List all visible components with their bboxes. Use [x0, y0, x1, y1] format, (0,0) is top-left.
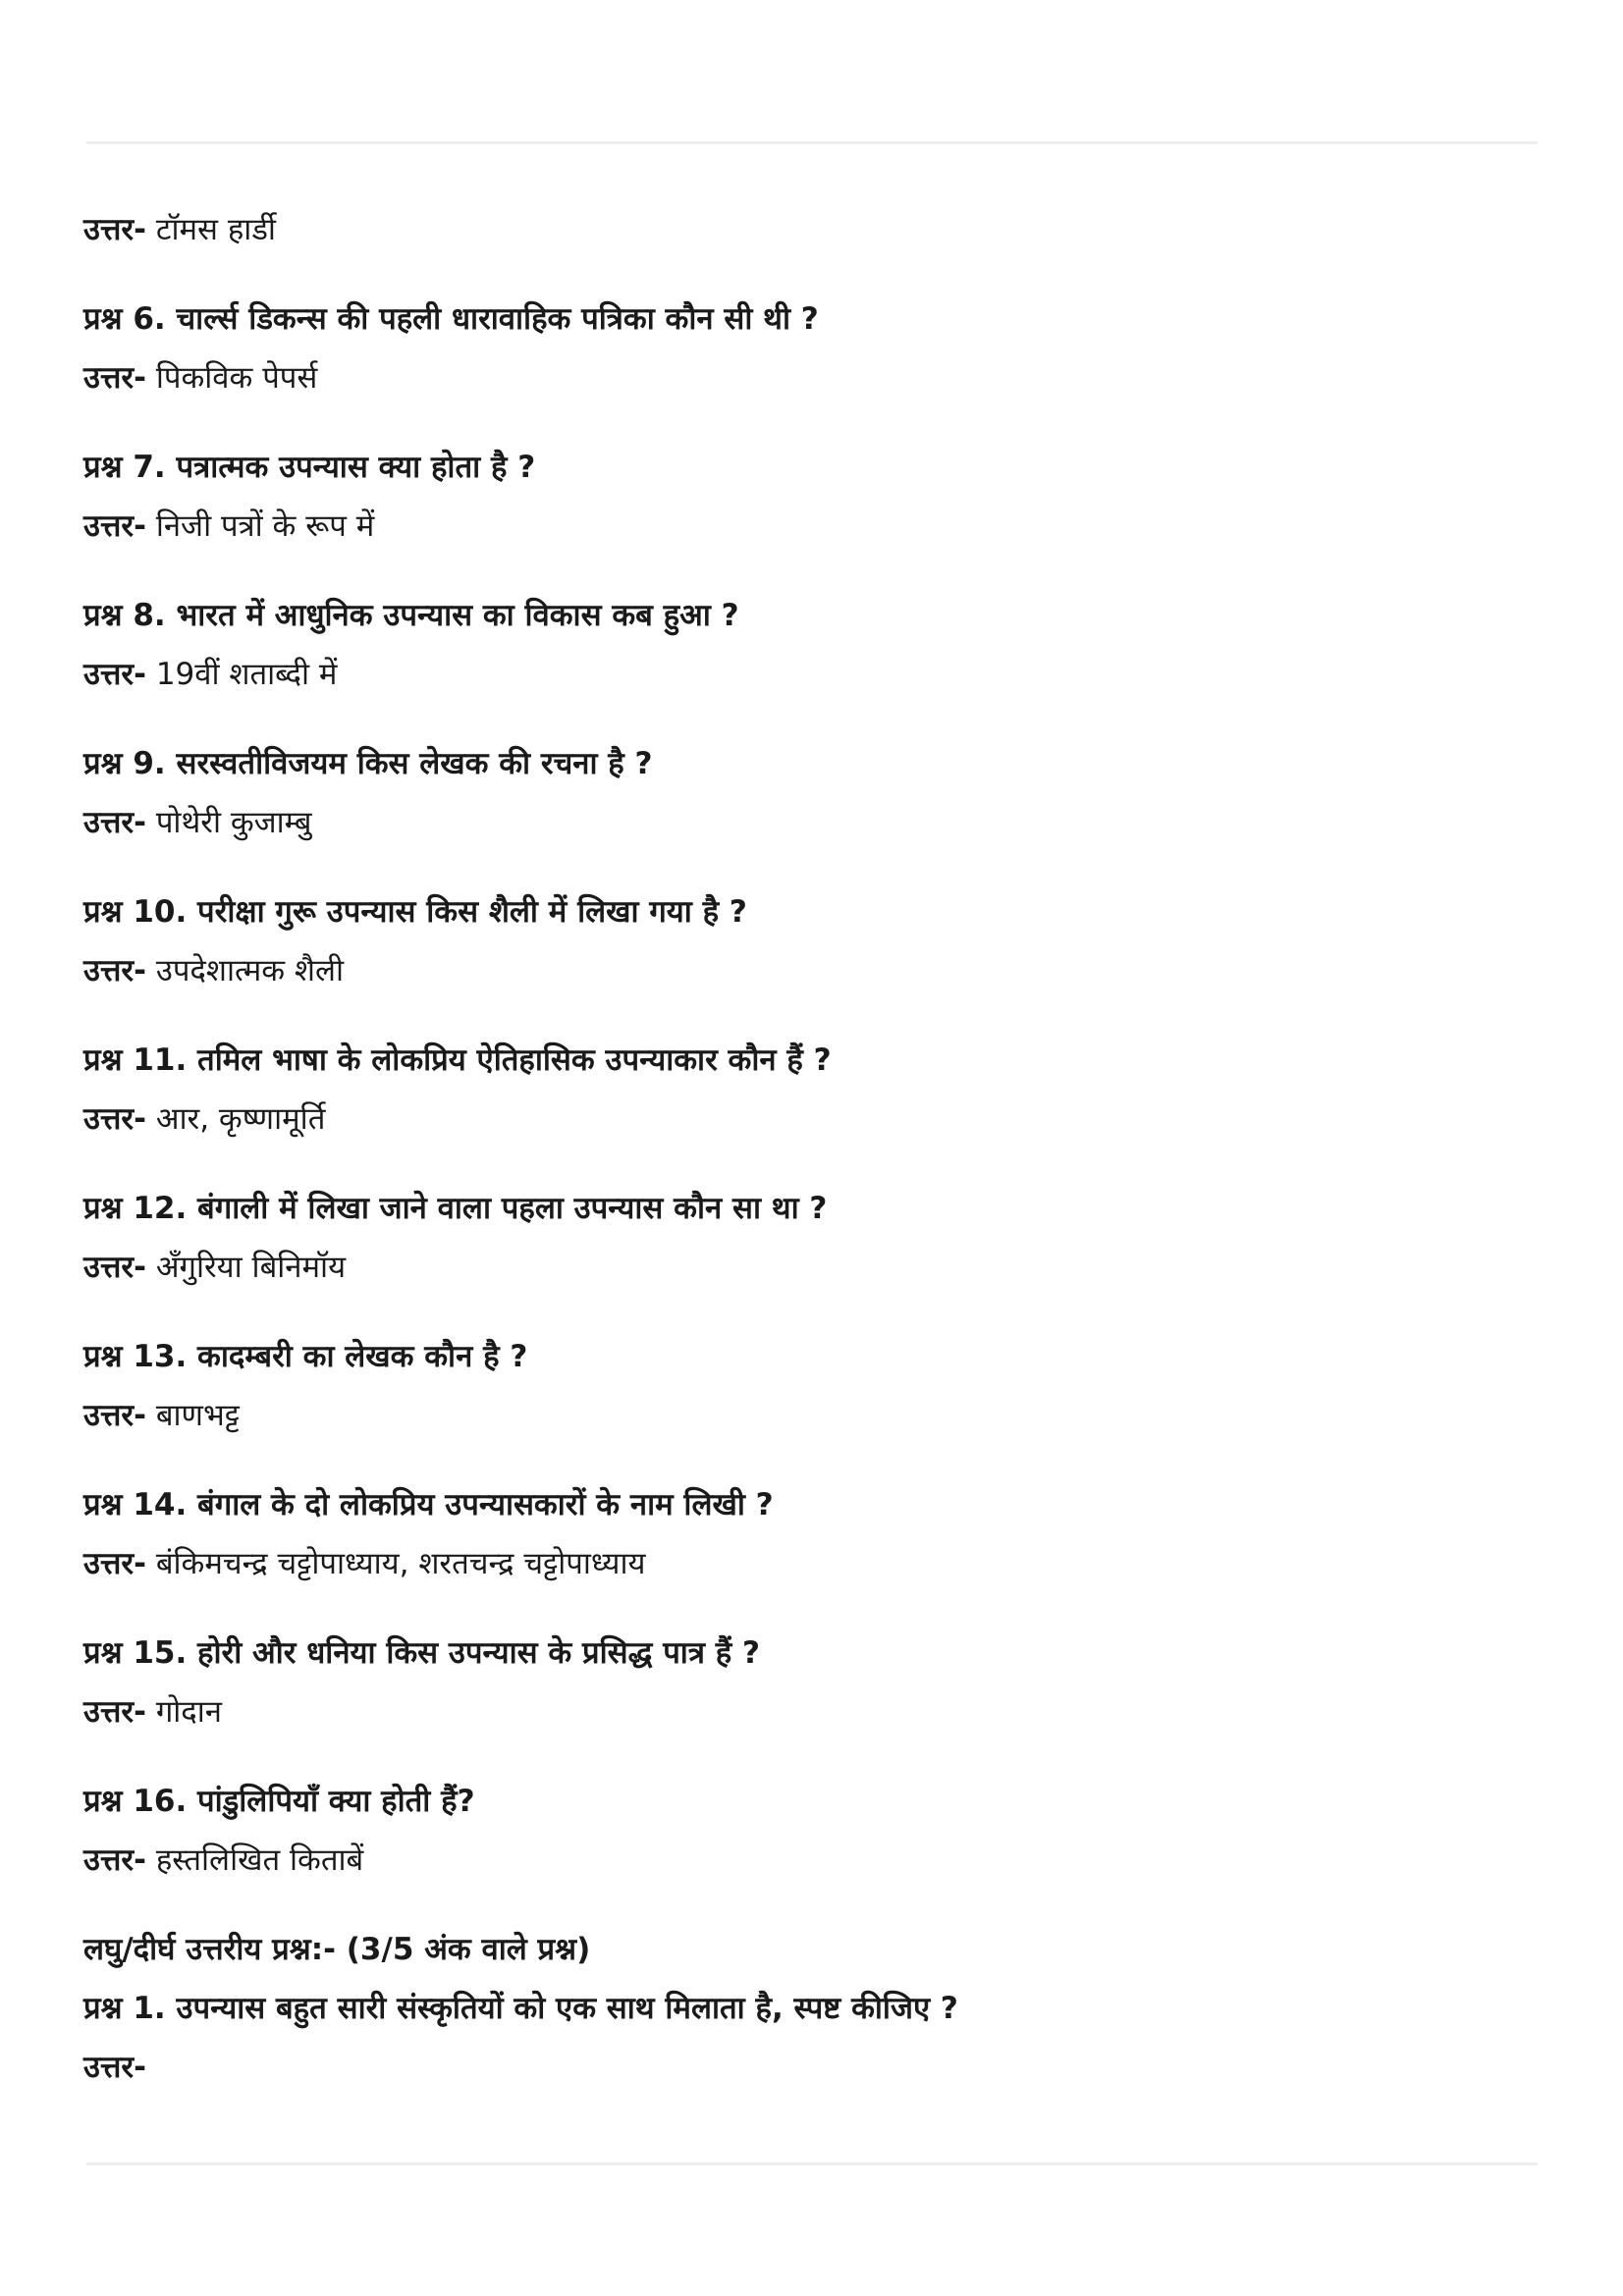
answer-label: उत्तर-	[83, 1546, 146, 1581]
question-10: प्रश्न 10. परीक्षा गुरू उपन्यास किस शैली में लिखा गया है ?	[83, 894, 747, 930]
answer-text: पिकविक पेपर्स	[155, 360, 318, 396]
answer-label: उत्तर-	[83, 1398, 146, 1433]
question-11: प्रश्न 11. तमिल भाषा के लोकप्रिय ऐतिहासिक उपन्याकार कौन हैं ?	[83, 1042, 832, 1078]
answer-line	[83, 803, 311, 842]
question-13: प्रश्न 13. कादम्बरी का लेखक कौन है ?	[83, 1339, 528, 1374]
answer-label: उत्तर-	[83, 2050, 146, 2085]
answer-label: उत्तर-	[83, 1250, 146, 1285]
answer-line	[83, 1248, 346, 1287]
answer-line	[83, 1841, 363, 1880]
answer-text: पोथेरी कुजाम्बु	[155, 805, 312, 840]
answer-line	[83, 2048, 146, 2087]
answer-label: उत्तर-	[83, 953, 146, 988]
top-divider	[86, 141, 1538, 144]
bottom-divider	[86, 2163, 1538, 2165]
answer-text: बाणभट्ट	[155, 1398, 240, 1433]
answer-line	[83, 1544, 646, 1583]
answer-line	[83, 1692, 222, 1732]
answer-label: उत्तर-	[83, 1101, 146, 1137]
answer-label: उत्तर-	[83, 508, 146, 544]
question-16: प्रश्न 16. पांडुलिपियाँ क्या होती हैं?	[83, 1784, 475, 1819]
answer-label: उत्तर-	[83, 360, 146, 396]
answer-text: आर, कृष्णामूर्ति	[155, 1101, 326, 1137]
question-7: प्रश्न 7. पत्रात्मक उपन्यास क्या होता है ?	[83, 450, 536, 485]
answer-line	[83, 358, 317, 398]
answer-text: टॉमस हार्डी	[155, 212, 276, 247]
answer-text: अँगुरिया बिनिमॉय	[155, 1250, 347, 1285]
question-15: प्रश्न 15. होरी और धनिया किस उपन्यास के प्रसिद्ध पात्र हैं ?	[83, 1635, 760, 1671]
answer-text: उपदेशात्मक शैली	[155, 953, 345, 988]
answer-text: 19वीं शताब्दी में	[155, 657, 338, 692]
answer-text: हस्तलिखित किताबें	[155, 1842, 364, 1878]
answer-label: उत्तर-	[83, 1842, 146, 1878]
answer-label: उत्तर-	[83, 657, 146, 692]
question-6: प्रश्न 6. चार्ल्स डिकन्स की पहली धारावाहिक पत्रिका कौन सी थी ?	[83, 301, 819, 337]
long-question-1: प्रश्न 1. उपन्यास बहुत सारी संस्कृतियों को एक साथ मिलाता है, स्पष्ट कीजिए ?	[83, 1991, 958, 2026]
answer-line	[83, 951, 344, 990]
answer-line	[83, 210, 276, 249]
answer-line	[83, 1099, 325, 1139]
answer-line	[83, 1396, 240, 1435]
question-8: प्रश्न 8. भारत में आधुनिक उपन्यास का विकास कब हुआ ?	[83, 598, 739, 633]
question-9: प्रश्न 9. सरस्वतीविजयम किस लेखक की रचना है ?	[83, 746, 653, 781]
answer-line	[83, 507, 374, 546]
answer-text: बंकिमचन्द्र चट्टोपाध्याय, शरतचन्द्र चट्टोपाध्याय	[155, 1546, 646, 1581]
answer-text: निजी पत्रों के रूप में	[155, 508, 375, 544]
answer-label: उत्तर-	[83, 1694, 146, 1730]
answer-text: गोदान	[155, 1694, 223, 1730]
answer-label: उत्तर-	[83, 805, 146, 840]
answer-label: उत्तर-	[83, 212, 146, 247]
answer-line	[83, 655, 337, 694]
question-12: प्रश्न 12. बंगाली में लिखा जाने वाला पहला उपन्यास कौन सा था ?	[83, 1191, 828, 1226]
question-14: प्रश्न 14. बंगाल के दो लोकप्रिय उपन्यासकारों के नाम लिखी ?	[83, 1487, 774, 1522]
section-heading: लघु/दीर्घ उत्तरीय प्रश्न:- (3/5 अंक वाले प्रश्न)	[83, 1932, 591, 1967]
